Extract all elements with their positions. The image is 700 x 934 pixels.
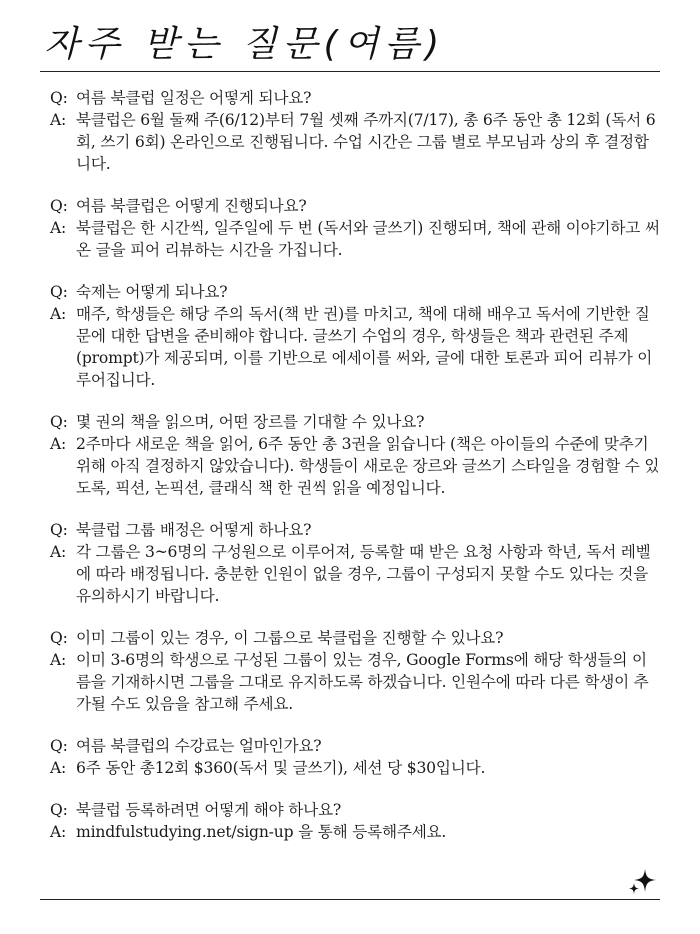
question-text: 몇 권의 책을 읽으며, 어떤 장르를 기대할 수 있나요? <box>76 413 425 431</box>
answer-text: 이미 3-6명의 학생으로 구성된 그룹이 있는 경우, Google Forms에 해당 학생들의 이름을 기재하시면 그룹을 그대로 유지하도록 하겠습니다. 인원수에 따라 다른 학생이 추가될 수도 있음을 참고해 주세요. <box>76 651 649 713</box>
answer-text: 각 그룹은 3~6명의 구성원으로 이루어져, 등록할 때 받은 요청 사항과 학년, 독서 레벨에 따라 배정됩니다. 충분한 인원이 없을 경우, 그룹이 구성되지 못할 수도 있다는 것을 유의하시기 바랍니다. <box>76 543 651 605</box>
answer <box>50 217 660 261</box>
faq-list <box>50 87 660 863</box>
bottom-divider <box>40 899 660 900</box>
question <box>50 281 660 303</box>
question-text: 여름 북클럽의 수강료는 얼마인가요? <box>76 737 322 755</box>
faq-item <box>50 87 660 175</box>
a-label: A: <box>50 435 67 453</box>
faq-item <box>50 195 660 261</box>
answer-text: mindfulstudying.net/sign-up 을 통해 등록해주세요. <box>76 823 447 841</box>
a-label: A: <box>50 823 67 841</box>
answer <box>50 433 660 499</box>
q-label: Q: <box>50 89 68 107</box>
q-label: Q: <box>50 629 68 647</box>
answer <box>50 541 660 607</box>
answer <box>50 649 660 715</box>
answer <box>50 303 660 391</box>
a-label: A: <box>50 543 67 561</box>
a-label: A: <box>50 111 67 129</box>
question <box>50 195 660 217</box>
q-label: Q: <box>50 413 68 431</box>
answer <box>50 109 660 175</box>
a-label: A: <box>50 219 67 237</box>
q-label: Q: <box>50 801 68 819</box>
faq-item <box>50 799 660 843</box>
q-label: Q: <box>50 521 68 539</box>
faq-item <box>50 411 660 499</box>
question-text: 이미 그룹이 있는 경우, 이 그룹으로 북클럽을 진행할 수 있나요? <box>76 629 504 647</box>
answer-text: 2주마다 새로운 책을 읽어, 6주 동안 총 3권을 읽습니다 (책은 아이들의 수준에 맞추기 위해 아직 결정하지 않았습니다). 학생들이 새로운 장르와 글쓰기 스타일을 경험할 수 있도록, 픽션, 논픽션, 클래식 책 한 권씩 읽을 예정입니다. <box>76 435 660 497</box>
q-label: Q: <box>50 283 68 301</box>
question <box>50 735 660 757</box>
top-divider <box>40 71 660 72</box>
question-text: 여름 북클럽은 어떻게 진행되나요? <box>76 197 307 215</box>
answer <box>50 821 660 843</box>
a-label: A: <box>50 651 67 669</box>
question <box>50 411 660 433</box>
q-label: Q: <box>50 737 68 755</box>
question <box>50 87 660 109</box>
a-label: A: <box>50 305 67 323</box>
page-title: 자주 받는 질문(여름) <box>44 24 446 65</box>
answer-text: 6주 동안 총12회 $360(독서 및 글쓰기), 세션 당 $30입니다. <box>76 759 486 777</box>
faq-item <box>50 281 660 391</box>
question-text: 북클럽 등록하려면 어떻게 해야 하나요? <box>76 801 342 819</box>
question <box>50 519 660 541</box>
question-text: 여름 북클럽 일정은 어떻게 되나요? <box>76 89 312 107</box>
question <box>50 627 660 649</box>
question-text: 북클럽 그룹 배정은 어떻게 하나요? <box>76 521 312 539</box>
faq-item <box>50 519 660 607</box>
answer-text: 북클럽은 6월 둘째 주(6/12)부터 7월 셋째 주까지(7/17), 총 6주 동안 총 12회 (독서 6회, 쓰기 6회) 온라인으로 진행됩니다. 수업 시간은 그룹 별로 부모님과 상의 후 결정합니다. <box>76 111 656 173</box>
a-label: A: <box>50 759 67 777</box>
sparkle-icon <box>628 866 658 896</box>
question-text: 숙제는 어떻게 되나요? <box>76 283 228 301</box>
q-label: Q: <box>50 197 68 215</box>
faq-item <box>50 627 660 715</box>
question <box>50 799 660 821</box>
answer <box>50 757 660 779</box>
answer-text: 북클럽은 한 시간씩, 일주일에 두 번 (독서와 글쓰기) 진행되며, 책에 관해 이야기하고 써온 글을 피어 리뷰하는 시간을 가집니다. <box>76 219 660 259</box>
answer-text: 매주, 학생들은 해당 주의 독서(책 반 권)를 마치고, 책에 대해 배우고 독서에 기반한 질문에 대한 답변을 준비해야 합니다. 글쓰기 수업의 경우, 학생들은 책과 관련된 주제(prompt)가 제공되며, 이를 기반으로 에세이를 써와, 글에 대한 토론과 피어 리뷰가 이루어집니다. <box>76 305 653 389</box>
faq-item <box>50 735 660 779</box>
